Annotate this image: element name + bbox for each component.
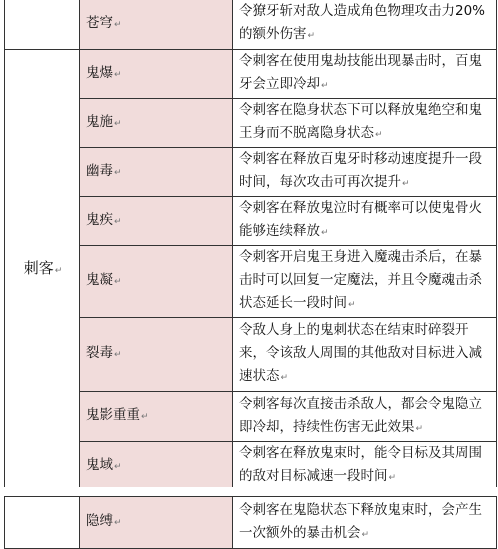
- skill-name: 鬼凝: [86, 272, 113, 288]
- skill-desc-cell: [233, 246, 497, 318]
- skill-name-cell: [80, 246, 233, 318]
- paragraph-mark-icon: ↵: [114, 277, 122, 287]
- skill-name-cell: [80, 497, 233, 549]
- class-cell: [5, 50, 80, 491]
- skill-desc-cell: [233, 497, 497, 549]
- paragraph-mark-icon: ↵: [280, 373, 289, 383]
- paragraph-mark-icon: ↵: [114, 167, 122, 178]
- paragraph-mark-icon: ↵: [415, 423, 424, 434]
- paragraph-mark-icon: ↵: [348, 300, 356, 310]
- paragraph-mark-icon: ↵: [54, 266, 63, 276]
- table-row: [5, 0, 497, 50]
- skill-desc-cell: [233, 197, 497, 246]
- skill-desc: 令刺客开启鬼王身进入魔魂击杀后，在暴击时可以回复一定魔法，并且令魔魂击杀状态延长一段时间: [239, 249, 482, 311]
- paragraph-mark-icon: ↵: [388, 473, 397, 483]
- skill-name: 幽毒: [86, 162, 113, 179]
- class-cell-empty: [5, 0, 80, 50]
- skill-desc-cell: [233, 0, 497, 50]
- skill-desc: 令敌人身上的鬼刺状态在结束时碎裂开来，令该敌人周围的其他敌对目标进入减速状态: [239, 322, 482, 384]
- skill-name-cell: [80, 197, 233, 246]
- class-name: 刺客: [23, 259, 54, 277]
- table-row: [5, 50, 497, 99]
- table-row: [5, 497, 497, 549]
- skill-name: 隐缚: [86, 513, 113, 529]
- skill-name-cell: [80, 442, 233, 491]
- paragraph-mark-icon: ↵: [114, 350, 122, 360]
- class-cell-empty: [5, 497, 80, 549]
- skill-name-cell: [80, 148, 233, 197]
- skill-desc-cell: [233, 99, 497, 148]
- paragraph-mark-icon: ↵: [114, 518, 122, 528]
- paragraph-mark-icon: ↵: [307, 31, 316, 41]
- skill-desc-cell: [233, 148, 497, 197]
- paragraph-mark-icon: ↵: [114, 118, 122, 129]
- skill-desc: 令刺客在释放鬼泣时有概率可以使鬼骨火能够连续释放: [239, 200, 482, 239]
- paragraph-mark-icon: ↵: [361, 529, 370, 540]
- skill-desc-cell: [233, 392, 497, 442]
- skill-name-cell: [80, 392, 233, 442]
- paragraph-mark-icon: ↵: [114, 216, 122, 227]
- paragraph-mark-icon: ↵: [321, 228, 329, 238]
- skill-name: 鬼爆: [86, 64, 113, 81]
- skill-table: [4, 0, 497, 491]
- skill-desc: 令刺客在使用鬼劫技能出现暴击时，百鬼牙会立即冷却: [239, 53, 482, 92]
- skill-desc-cell: [233, 50, 497, 99]
- skill-desc: 令刺客在释放百鬼牙时移动速度提升一段时间，每次攻击可再次提升: [239, 151, 482, 190]
- skill-name: 鬼疾: [86, 211, 113, 228]
- skill-name-cell: [80, 99, 233, 148]
- skill-name-cell: [80, 50, 233, 99]
- page-break-gap: [0, 487, 498, 495]
- skill-name-cell: [80, 318, 233, 392]
- skill-desc: 令刺客在释放鬼束时，能令目标及其周围的敌对目标减速一段时间: [239, 445, 482, 484]
- skill-name-cell: [80, 0, 233, 50]
- paragraph-mark-icon: ↵: [114, 461, 122, 472]
- skill-desc-cell: [233, 442, 497, 491]
- skill-name: 苍穹: [86, 14, 113, 31]
- skill-desc: 令刺客每次直接击杀敌人，都会令鬼隐立即冷却，持续性伤害无此效果: [239, 395, 482, 435]
- skill-desc: 令刺客在隐身状态下可以释放鬼绝空和鬼王身而不脱离隐身状态: [239, 102, 482, 141]
- skill-table-continued: [4, 496, 497, 549]
- paragraph-mark-icon: ↵: [114, 19, 122, 30]
- skill-name: 鬼施: [86, 113, 113, 130]
- skill-name: 裂毒: [86, 345, 113, 361]
- skill-name: 鬼域: [86, 456, 113, 473]
- paragraph-mark-icon: ↵: [375, 130, 383, 140]
- paragraph-mark-icon: ↵: [114, 69, 122, 80]
- paragraph-mark-icon: ↵: [141, 412, 149, 422]
- skill-desc: 令獠牙斩对敌人造成角色物理攻击力20%的额外伤害: [239, 3, 486, 42]
- skill-desc: 令刺客在鬼隐状态下释放鬼束时，会产生一次额外的暴击机会: [239, 501, 482, 541]
- skill-desc-cell: [233, 318, 497, 392]
- skill-name: 鬼影重重: [86, 407, 140, 423]
- paragraph-mark-icon: ↵: [321, 81, 329, 91]
- paragraph-mark-icon: ↵: [402, 179, 410, 189]
